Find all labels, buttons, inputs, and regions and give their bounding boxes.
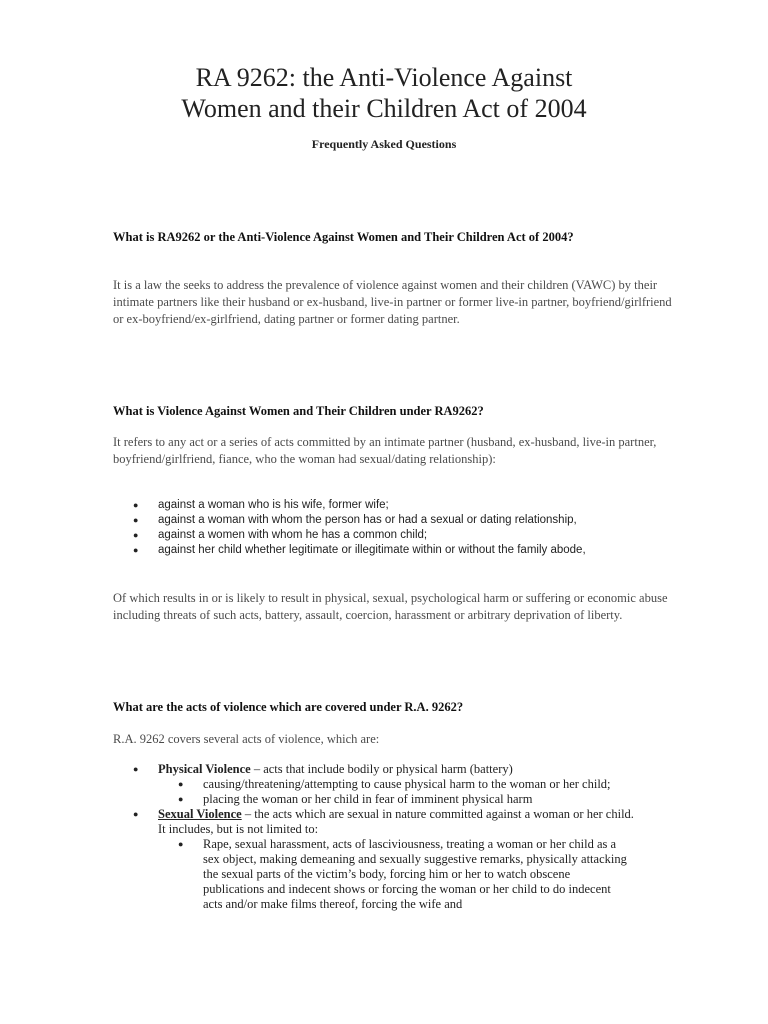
- list-item: [158, 777, 673, 792]
- bullet-icon: ●: [133, 530, 139, 540]
- answer-paragraph: It is a law the seeks to address the prevalence of violence against women and their children (VAWC) by their intimate partners like their husband or ex-husband, live-in partner or former live-in partner, boyfriend/girlfriend or ex-boyfriend/ex-girlfriend, dating partner or former dating partner.: [113, 278, 672, 326]
- list-item-text: against a women with whom he has a common child;: [158, 529, 428, 541]
- list-item: [113, 807, 673, 912]
- bullet-icon: ●: [178, 839, 184, 849]
- list-item-text: against a woman who is his wife, former wife;: [158, 499, 389, 511]
- act-name: Physical Violence: [158, 762, 251, 776]
- relationship-list: [113, 498, 673, 558]
- question-heading: What is RA9262 or the Anti-Violence Against Women and Their Children Act of 2004?: [113, 230, 574, 244]
- act-name: Sexual Violence: [158, 807, 242, 821]
- bullet-icon: ●: [133, 764, 139, 774]
- list-item: [113, 498, 673, 513]
- title-line-1: RA 9262: the Anti-Violence Against: [195, 63, 573, 92]
- list-item: [158, 792, 673, 807]
- list-item: [113, 513, 673, 528]
- bullet-icon: ●: [178, 794, 184, 804]
- answer-paragraph: R.A. 9262 covers several acts of violence, which are:: [113, 732, 380, 746]
- sub-list: [158, 837, 643, 912]
- bullet-icon: ●: [133, 515, 139, 525]
- question-heading: What are the acts of violence which are covered under R.A. 9262?: [113, 700, 464, 714]
- question-heading: What is Violence Against Women and Their Children under RA9262?: [113, 404, 484, 418]
- consequence-paragraph: Of which results in or is likely to result in physical, sexual, psychological harm or suffering or economic abuse including threats of such acts, battery, assault, coercion, harassment or arbitrary deprivation of liberty.: [113, 591, 668, 622]
- sub-list: [158, 777, 673, 807]
- list-item: [158, 837, 643, 912]
- act-description: – the acts which are sexual in nature committed against a woman or her child. It includes, but is not limited to:: [158, 807, 634, 836]
- bullet-icon: ●: [133, 500, 139, 510]
- list-item: [113, 762, 673, 807]
- bullet-icon: ●: [133, 809, 139, 819]
- document-subtitle: Frequently Asked Questions: [311, 137, 457, 151]
- list-item-text: against her child whether legitimate or illegitimate within or without the family abode,: [158, 544, 586, 556]
- list-item: [113, 543, 673, 558]
- bullet-icon: ●: [178, 779, 184, 789]
- list-item: [113, 528, 673, 543]
- list-item-text: placing the woman or her child in fear of imminent physical harm: [203, 792, 533, 806]
- list-item-text: causing/threatening/attempting to cause physical harm to the woman or her child;: [203, 777, 611, 791]
- title-line-2: Women and their Children Act of 2004: [181, 94, 587, 123]
- answer-paragraph: It refers to any act or a series of acts committed by an intimate partner (husband, ex-husband, live-in partner, boyfriend/girlfriend, fiance, who the woman had sexual/dating relationship):: [113, 435, 657, 466]
- acts-list: [113, 762, 673, 912]
- list-item-text: Rape, sexual harassment, acts of lasciviousness, treating a woman or her child as a sex object, making demeaning and sexually suggestive remarks, physically attacking the sexual parts of the victim’s body, forcing him or her to watch obscene publications and indecent shows or forcing the woman or her child to do indecent acts and/or make films thereof, forcing the wife and: [203, 837, 627, 911]
- bullet-icon: ●: [133, 545, 139, 555]
- document-title: [40, 62, 728, 124]
- list-item-text: against a woman with whom the person has or had a sexual or dating relationship,: [158, 514, 577, 526]
- act-description: – acts that include bodily or physical harm (battery): [250, 762, 513, 776]
